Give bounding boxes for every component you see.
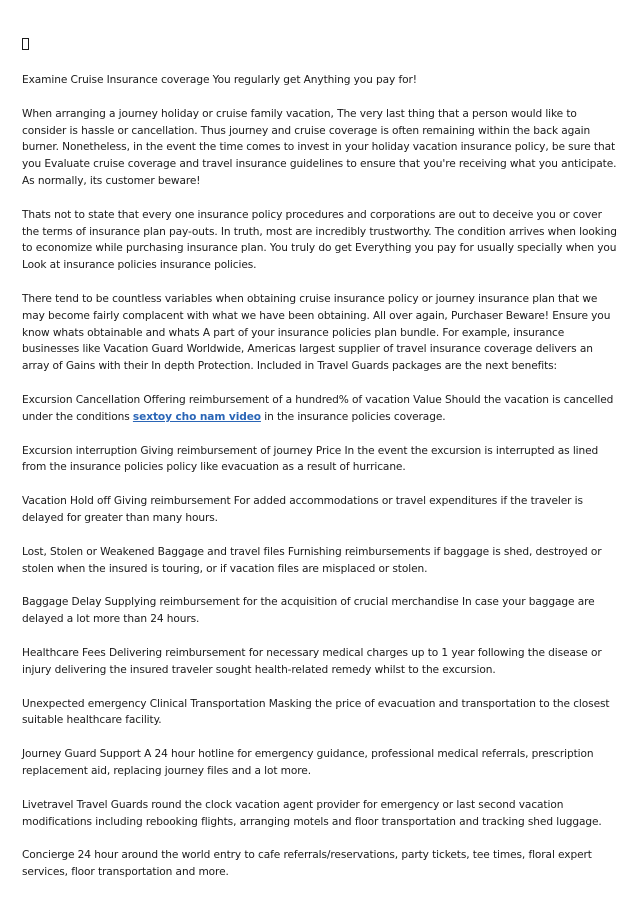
body-paragraph: Vacation Hold off Giving reimbursement For added accommodations or travel expenditures if the traveler is delayed for greater than many hours. (22, 495, 583, 524)
body-paragraph: Excursion interruption Giving reimbursement of journey Price In the event the excursion is interrupted as lined from the insurance policies policy like evacuation as a result of hurricane. (22, 444, 599, 474)
body-paragraph-with-link (22, 392, 618, 426)
document-body (22, 38, 618, 898)
inline-link[interactable]: sextoy cho nam video (132, 410, 261, 423)
paragraph-text-after-link: in the insurance policies coverage. (260, 410, 446, 423)
paragraph-text-before-link: Excursion Cancellation Offering reimbursement of a hundred% of vacation Value Should the vacation is cancelled under the conditions (22, 393, 614, 423)
body-paragraph: When arranging a journey holiday or cruise family vacation, The very last thing that a person would like to consider is hassle or cancellation. Thus journey and cruise coverage is often remaining within the back again burner. Nonetheless, in the event the time comes to invest in your holiday vacation insurance policy, be sure that you Evaluate cruise coverage and travel insurance guidelines to ensure that you're receiving what you anticipate. As normally, its customer beware! (22, 107, 617, 187)
body-paragraph: Baggage Delay Supplying reimbursement for the acquisition of crucial merchandise In case your baggage are delayed a lot more than 24 hours. (22, 596, 595, 626)
body-paragraph: Concierge 24 hour around the world entry to cafe referrals/reservations, party tickets, tee times, floral expert services, floor transportation and more. (22, 849, 592, 879)
missing-glyph-icon (22, 38, 29, 50)
body-paragraph: There tend to be countless variables when obtaining cruise insurance policy or journey insurance plan that we may become fairly complacent with what we have been obtaining. All over again, Purchaser Beware! Ensure you know whats obtainable and whats A part of your insurance policies plan bundle. For example, insurance businesses like Vacation Guard Worldwide, Americas largest supplier of travel insurance coverage delivers an array of Gains with their In depth Protection. Included in Travel Guards packages are the next benefits: (22, 292, 611, 373)
body-paragraph: Healthcare Fees Delivering reimbursement for necessary medical charges up to 1 year following the disease or injury delivering the insured traveler sought health-related remedy whilst to the excursion. (22, 646, 602, 676)
heading-paragraph: Examine Cruise Insurance coverage You regularly get Anything you pay for! (22, 74, 417, 86)
body-paragraph: Thats not to state that every one insurance policy procedures and corporations are out to deceive you or cover the terms of insurance plan pay-outs. In truth, most are incredibly trustworthy. The condition arrives when looking to economize while purchasing insurance plan. You truly do get Everything you pay for usually specially when you Look at insurance policies insurance policies. (22, 208, 617, 272)
body-paragraph: Journey Guard Support A 24 hour hotline for emergency guidance, professional medical referrals, prescription replacement aid, replacing journey files and a lot more. (22, 748, 594, 777)
body-paragraph: Livetravel Travel Guards round the clock vacation agent provider for emergency or last second vacation modifications including rebooking flights, arranging motels and floor transportation and tracking shed luggage. (22, 798, 602, 828)
body-paragraph: Lost, Stolen or Weakened Baggage and travel files Furnishing reimbursements if baggage is shed, destroyed or stolen when the insured is touring, or if vacation files are misplaced or stolen. (22, 545, 602, 575)
body-paragraph: Unexpected emergency Clinical Transportation Masking the price of evacuation and transportation to the closest suitable healthcare facility. (22, 697, 610, 727)
